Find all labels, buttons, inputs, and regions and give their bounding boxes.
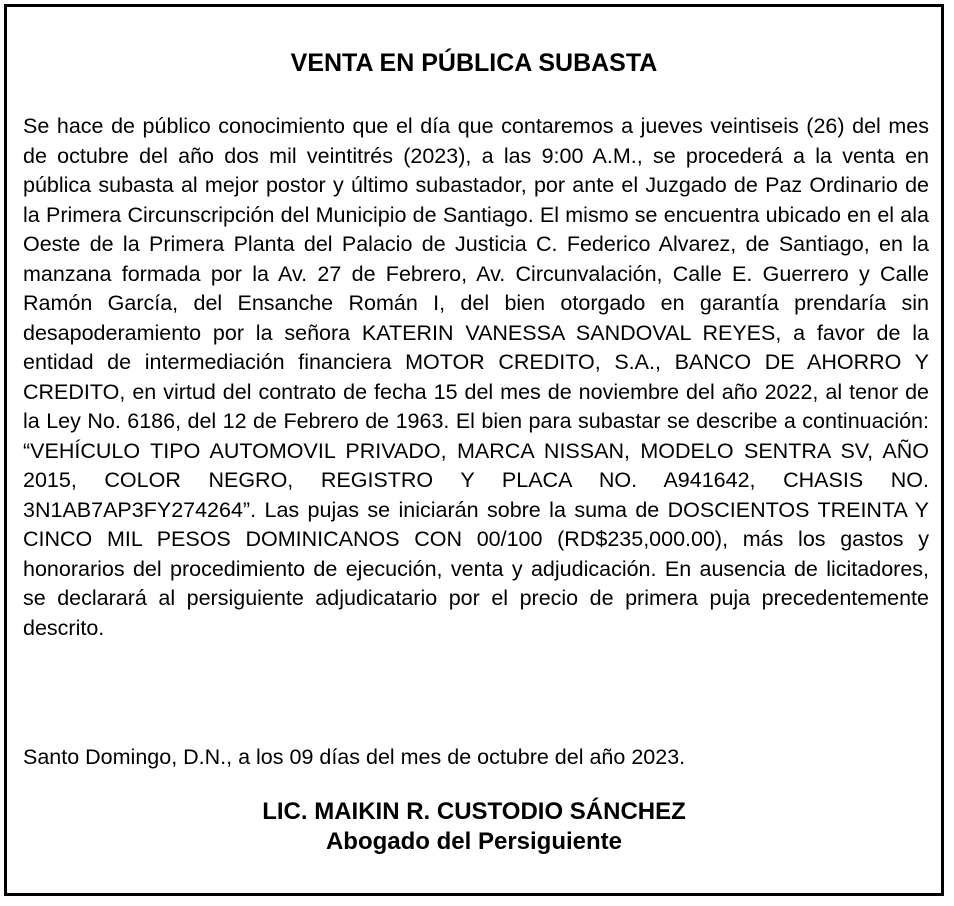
signer-name: LIC. MAIKIN R. CUSTODIO SÁNCHEZ — [262, 798, 686, 825]
legal-notice-box — [4, 4, 944, 896]
notice-body: Se hace de público conocimiento que el día que contaremos a jueves veintiseis (26) del mes de octubre del año dos mil veintitrés (2023), a las 9:00 A.M., se procederá a la venta en pública subasta al mejor postor y último subastador, por ante el Juzgado de Paz Ordinario de la Primera Circunscripción del Municipio de Santiago. El mismo se encuentra ubicado en el ala Oeste de la Primera Planta del Palacio de Justicia C. Federico Alvarez, de Santiago, en la manzana formada por la Av. 27 de Febrero, Av. Circunvalación, Calle E. Guerrero y Calle Ramón García, del Ensanche Román I, del bien otorgado en garantía prendaría sin desapoderamiento por la señora KATERIN VANESSA SANDOVAL REYES, a favor de la entidad de intermediación financiera MOTOR CREDITO, S.A., BANCO DE AHORRO Y CREDITO, en virtud del contrato de fecha 15 del mes de noviembre del año 2022, al tenor de la Ley No. 6186, del 12 de Febrero de 1963. El bien para subastar se describe a continuación: “VEHÍCULO TIPO AUTOMOVIL PRIVADO, MARCA NISSAN, MODELO SENTRA SV, AÑO 2015, COLOR NEGRO, REGISTRO Y PLACA NO. A941642, CHASIS NO. 3N1AB7AP3FY274264”. Las pujas se iniciarán sobre la suma de DOSCIENTOS TREINTA Y CINCO MIL PESOS DOMINICANOS CON 00/100 (RD$235,000.00), más los gastos y honorarios del procedimiento de ejecución, venta y adjudicación. En ausencia de licitadores, se declarará al persiguiente adjudicatario por el precio de primera puja precedentemente descrito. — [23, 114, 929, 640]
signer-role: Abogado del Persiguiente — [325, 828, 623, 855]
notice-title: VENTA EN PÚBLICA SUBASTA — [290, 49, 658, 77]
notice-date-line: Santo Domingo, D.N., a los 09 días del mes de octubre del año 2023. — [23, 745, 686, 769]
